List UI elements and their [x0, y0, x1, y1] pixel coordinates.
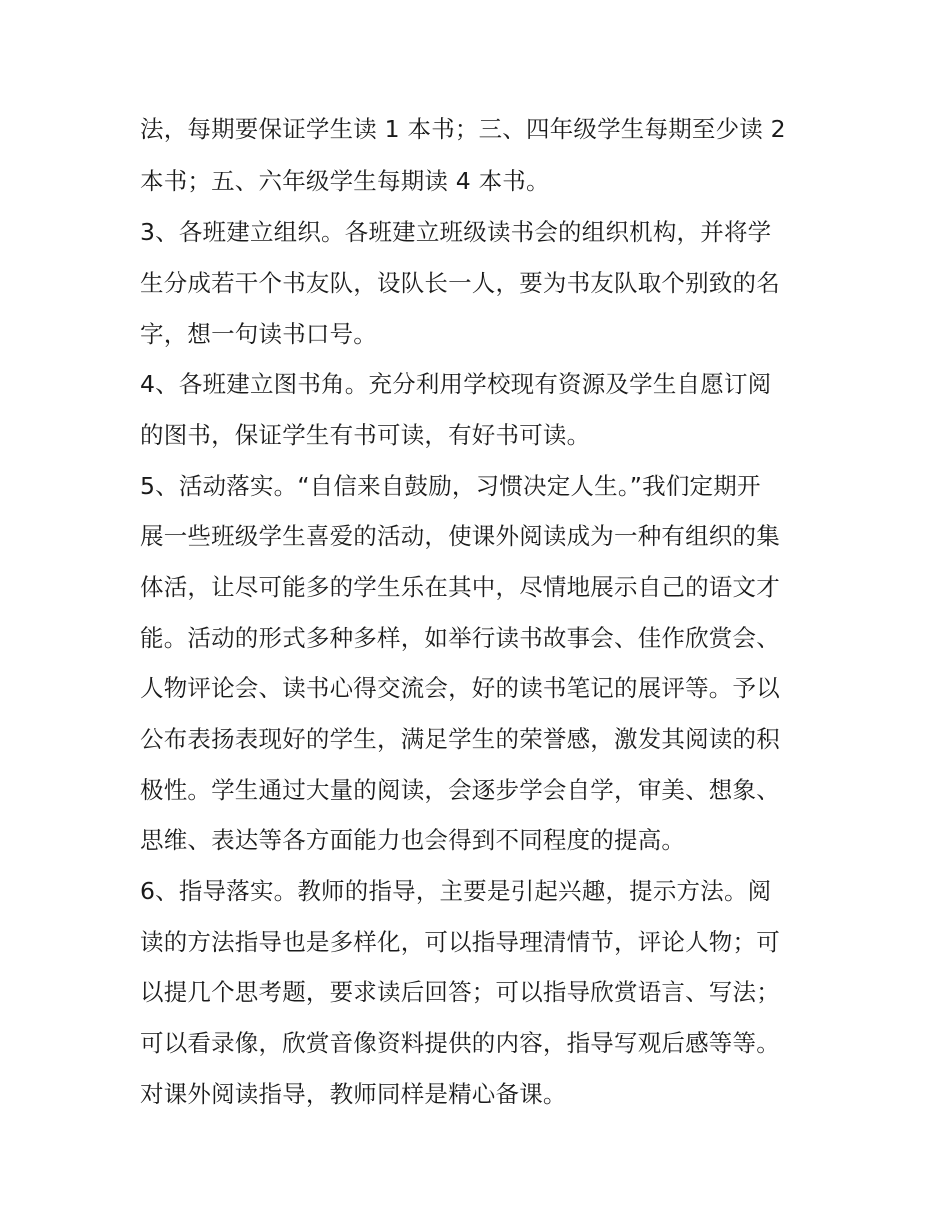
- text-line: 字，想一句读书口号。: [140, 320, 377, 348]
- text-line: 体活，让尽可能多的学生乐在其中，尽情地展示自己的语文才: [140, 573, 780, 601]
- text-line: 极性。学生通过大量的阅读，会逐步学会自学，审美、想象、: [140, 776, 780, 804]
- text-line: 5、活动落实。“自信来自鼓励，习惯决定人生。”我们定期开: [140, 472, 761, 500]
- text-line: 思维、表达等各方面能力也会得到不同程度的提高。: [140, 826, 686, 854]
- text-line: 本书；五、六年级学生每期读 4 本书。: [140, 167, 550, 195]
- text-line: 3、各班建立组织。各班建立班级读书会的组织机构，并将学: [140, 218, 772, 246]
- text-line: 公布表扬表现好的学生，满足学生的荣誉感，激发其阅读的积: [140, 725, 780, 753]
- text-line: 能。活动的形式多种多样，如举行读书故事会、佳作欣赏会、: [140, 624, 780, 652]
- text-line: 4、各班建立图书角。充分利用学校现有资源及学生自愿订阅: [140, 370, 772, 398]
- text-line: 对课外阅读指导，教师同样是精心备课。: [140, 1080, 567, 1108]
- text-line: 读的方法指导也是多样化，可以指导理清情节，评论人物；可: [140, 928, 780, 956]
- text-line: 生分成若干个书友队，设队长一人，要为书友队取个别致的名: [140, 269, 780, 297]
- text-line: 的图书，保证学生有书可读，有好书可读。: [140, 421, 591, 449]
- text-line: 人物评论会、读书心得交流会，好的读书笔记的展评等。予以: [140, 674, 780, 702]
- text-line: 展一些班级学生喜爱的活动，使课外阅读成为一种有组织的集: [140, 522, 780, 550]
- text-line: 可以看录像，欣赏音像资料提供的内容，指导写观后感等等。: [140, 1029, 780, 1057]
- text-line: 以提几个思考题，要求读后回答；可以指导欣赏语言、写法；: [140, 978, 780, 1006]
- text-line: 法，每期要保证学生读 1 本书；三、四年级学生每期至少读 2: [140, 115, 786, 143]
- text-line: 6、指导落实。教师的指导，主要是引起兴趣，提示方法。阅: [140, 877, 772, 905]
